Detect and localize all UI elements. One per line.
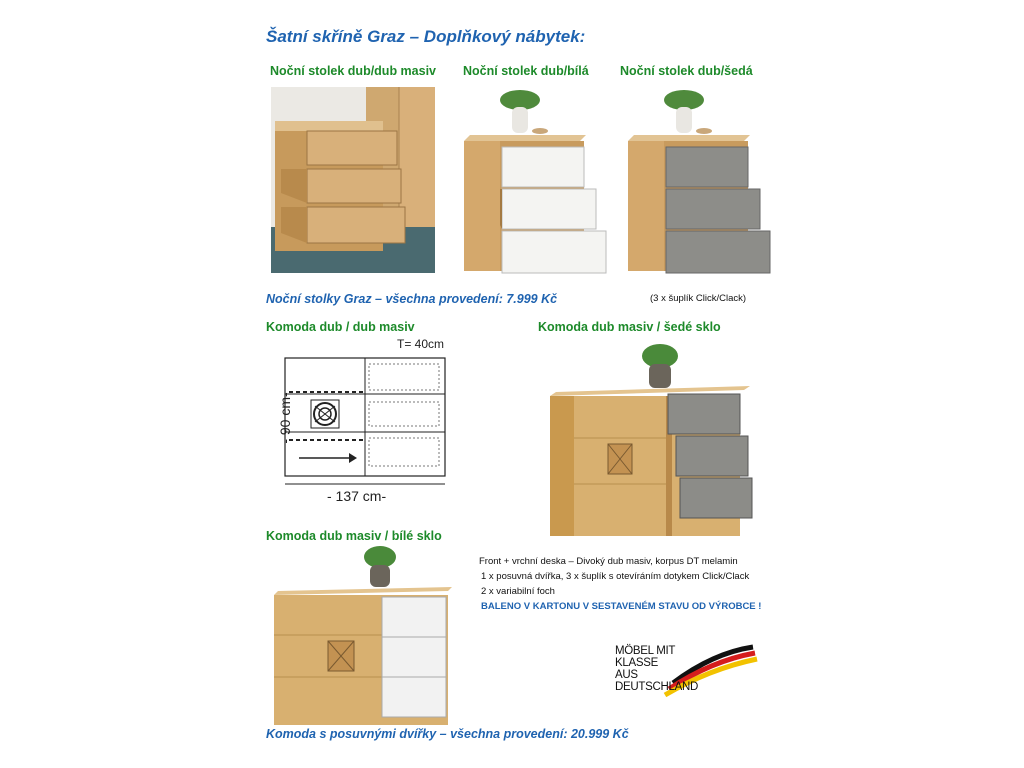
- spec-line-1: Front + vrchní deska – Divoký dub masiv, korpus DT melamin: [479, 556, 738, 567]
- nightstand-grey-image: [624, 85, 774, 275]
- nightstand-grey-label: Noční stolek dub/šedá: [620, 64, 753, 78]
- made-in-germany-badge: [613, 643, 758, 703]
- dresser-white-image: [272, 543, 452, 725]
- spec-line-2: 1 x posuvná dvířka, 3 x šuplík s otevíráním dotykem Click/Clack: [481, 571, 750, 582]
- badge-line-3: AUS: [615, 669, 638, 681]
- spec-line-3: 2 x variabilní foch: [481, 586, 555, 597]
- packaging-note: BALENO V KARTONU V SESTAVENÉM STAVU OD VÝROBCE !: [481, 601, 762, 612]
- dresser-dimension-diagram: [265, 336, 455, 508]
- dresser-price: Komoda s posuvnými dvířky – všechna provedení: 20.999 Kč: [266, 727, 629, 741]
- nightstand-drawer-note: (3 x šuplík Click/Clack): [650, 293, 747, 304]
- nightstand-white-label: Noční stolek dub/bílá: [463, 64, 589, 78]
- badge-line-4: DEUTSCHLAND: [615, 681, 698, 693]
- page-title: Šatní skříně Graz – Doplňkový nábytek:: [266, 27, 586, 46]
- badge-line-1: MÖBEL MIT: [615, 645, 676, 657]
- dresser-grey-image: [546, 338, 756, 538]
- nightstand-price: Noční stolky Graz – všechna provedení: 7.999 Kč: [266, 292, 558, 306]
- nightstand-white-image: [460, 85, 610, 275]
- dresser-oak-label: Komoda dub / dub masiv: [266, 320, 415, 334]
- diagram-width-label: - 137 cm-: [327, 488, 387, 504]
- nightstand-oak-label: Noční stolek dub/dub masiv: [270, 64, 436, 78]
- diagram-depth-label: T= 40cm: [397, 337, 445, 351]
- nightstand-oak-photo: [271, 87, 435, 273]
- dresser-white-label: Komoda dub masiv / bílé sklo: [266, 529, 442, 543]
- badge-line-2: KLASSE: [615, 657, 658, 669]
- diagram-height-label: - 90 cm-: [277, 392, 293, 444]
- dresser-grey-label: Komoda dub masiv / šedé sklo: [538, 320, 721, 334]
